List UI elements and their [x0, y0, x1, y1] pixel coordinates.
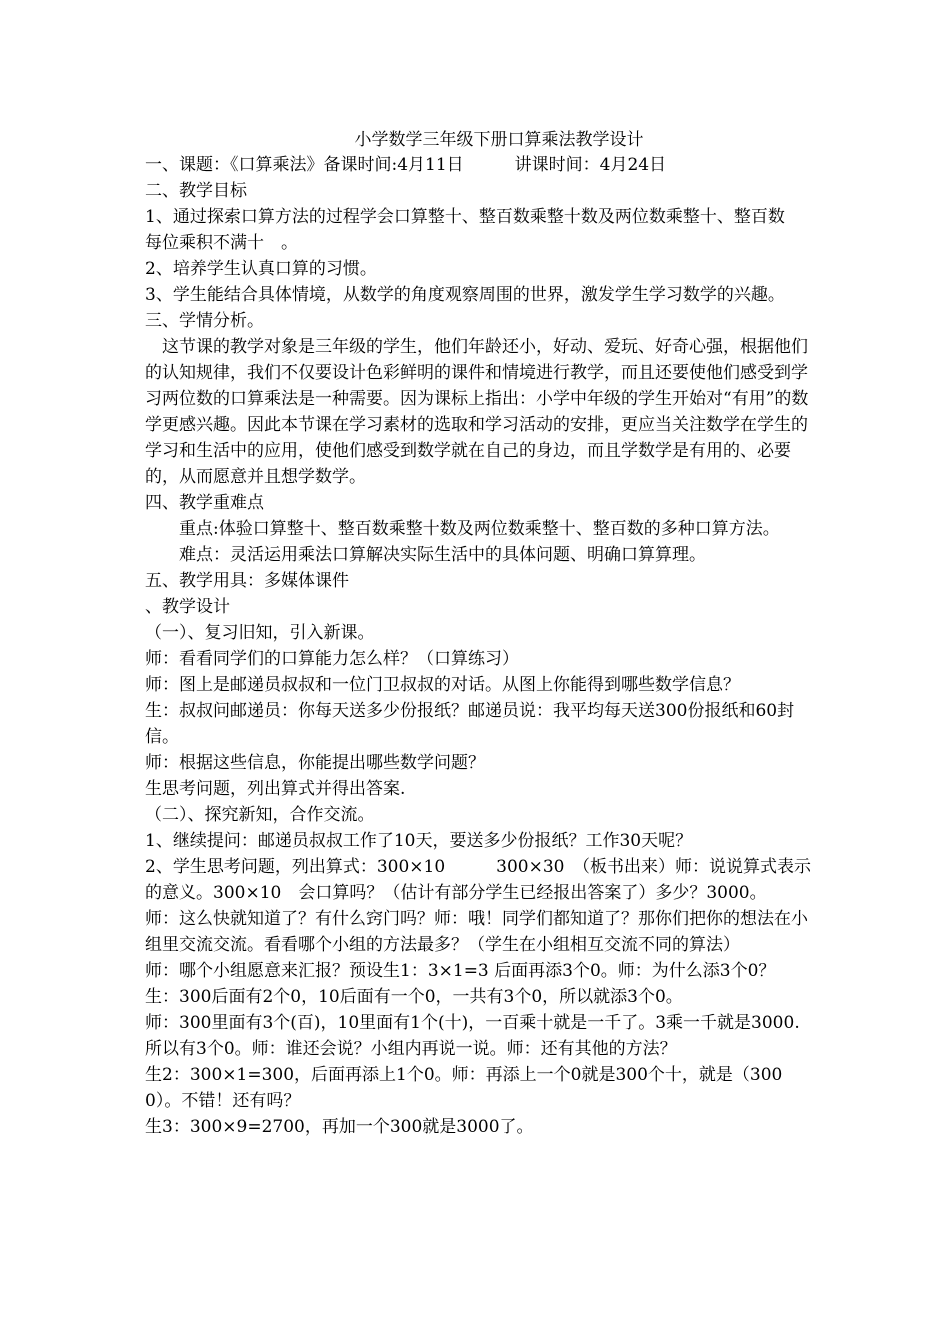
dialogue-line: 生思考问题，列出算式并得出答案. — [145, 779, 406, 799]
key-point-difficulty: 难点：灵活运用乘法口算解决实际生活中的具体问题、明确口算算理。 — [145, 545, 706, 565]
section-heading-analysis: 三、学情分析。 — [145, 311, 264, 331]
section-heading-design: 、教学设计 — [145, 597, 230, 617]
subsection-explore: （二）、探究新知，合作交流。 — [145, 805, 375, 825]
subsection-review: （一）、复习旧知，引入新课。 — [145, 623, 375, 643]
key-point-focus: 重点:体验口算整十、整百数乘整十数及两位数乘整十、整百数的多种口算方法。 — [145, 519, 780, 539]
section-heading-key-points: 四、教学重难点 — [145, 493, 264, 513]
dialogue-line: 生：300后面有2个0，10后面有一个0，一共有3个0，所以就添3个0。 — [145, 987, 683, 1007]
document-body — [145, 128, 813, 1140]
dialogue-line: 生：叔叔问邮递员：你每天送多少份报纸？邮递员说：我平均每天送300份报纸和60封信。 — [145, 701, 795, 747]
dialogue-line: 师：300里面有3个(百)，10里面有1个(十)，一百乘十就是一千了。3乘一千就是3000.所以有3个0。师：谁还会说？小组内再说一说。师：还有其他的方法？ — [145, 1013, 800, 1059]
dialogue-line: 生2：300×1=300，后面再添上1个0。师：再添上一个0就是300个十，就是（3000）。不错！还有吗？ — [145, 1065, 783, 1111]
objective-2: 2、培养学生认真口算的习惯。 — [145, 259, 377, 279]
section-heading-objectives: 二、教学目标 — [145, 181, 247, 201]
objective-1: 1、通过探索口算方法的过程学会口算整十、整百数乘整十数及两位数乘整十、整百数 每位乘积不满十 。 — [145, 207, 802, 253]
dialogue-line: 师：哪个小组愿意来汇报？预设生1：3×1=3 后面再添3个0。师：为什么添3个0？ — [145, 961, 776, 981]
section-heading-tools: 五、教学用具：多媒体课件 — [145, 571, 349, 591]
analysis-paragraph: 这节课的教学对象是三年级的学生，他们年龄还小，好动、爱玩、好奇心强，根据他们的认知规律，我们不仅要设计色彩鲜明的课件和情境进行教学，而且还要使他们感受到学习两位数的口算乘法是一种需要。因为课标上指出：小学中年级的学生开始对“有用”的数学更感兴趣。因此本节课在学习素材的选取和学习活动的安排，更应当关注数学在学生的学习和生活中的应用，使他们感受到数学就在自己的身边，而且学数学是有用的、必要的，从而愿意并且想学数学。 — [145, 337, 809, 487]
document-title: 小学数学三年级下册口算乘法教学设计 — [354, 130, 644, 150]
dialogue-line: 师：根据这些信息，你能提出哪些数学问题？ — [145, 753, 485, 773]
dialogue-line: 师：看看同学们的口算能力怎么样？（口算练习） — [145, 649, 519, 669]
dialogue-line: 师：这么快就知道了？有什么窍门吗？师：哦！同学们都知道了？那你们把你的想法在小组里交流交流。看看哪个小组的方法最多？（学生在小组相互交流不同的算法） — [145, 909, 808, 955]
dialogue-line: 1、继续提问：邮递员叔叔工作了10天，要送多少份报纸？工作30天呢？ — [145, 831, 693, 851]
lesson-topic-line: 一、课题：《口算乘法》备课时间:4月11日 讲课时间：4月24日 — [145, 155, 667, 175]
dialogue-line: 生3：300×9=2700，再加一个300就是3000了。 — [145, 1117, 534, 1137]
dialogue-line: 师：图上是邮递员叔叔和一位门卫叔叔的对话。从图上你能得到哪些数学信息？ — [145, 675, 740, 695]
dialogue-line: 2、学生思考问题，列出算式：300×10 300×30 （板书出来）师：说说算式表示的意义。300×10 会口算吗？（估计有部分学生已经报出答案了）多少？3000。 — [145, 857, 811, 903]
objective-3: 3、学生能结合具体情境，从数学的角度观察周围的世界，激发学生学习数学的兴趣。 — [145, 285, 785, 305]
